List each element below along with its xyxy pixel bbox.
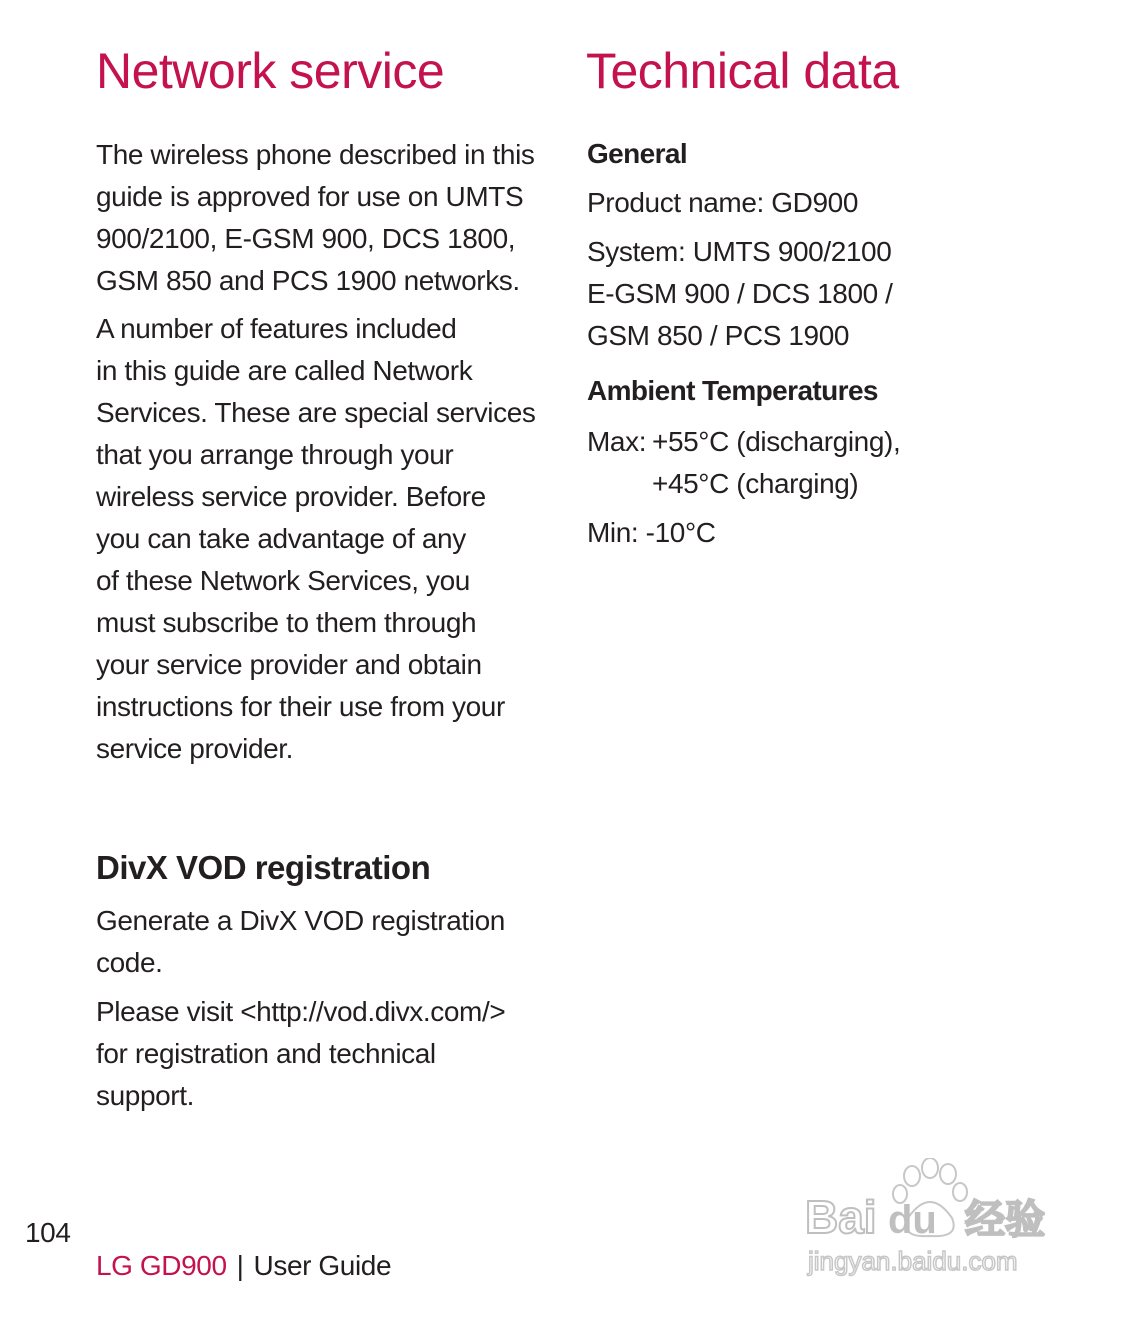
max-temperature-label: Max: [587, 426, 647, 457]
paw-toe-3 [940, 1164, 956, 1184]
max-temperature-charging: +45°C (charging) [652, 468, 859, 499]
general-heading: General [587, 138, 688, 169]
watermark-brand-text: Bai [805, 1191, 877, 1243]
max-temperature-discharging: +55°C (discharging), [652, 426, 901, 457]
paw-toe-1 [904, 1166, 920, 1186]
network-service-title: Network service [96, 43, 445, 99]
divx-vod-heading: DivX VOD registration [96, 849, 431, 886]
ambient-temperatures-heading: Ambient Temperatures [587, 375, 878, 406]
footer-user-guide: User Guide [253, 1250, 392, 1281]
divx-vod-paragraph-2: Please visit <http://vod.divx.com/> for registration and technical support. [96, 996, 506, 1111]
paw-toe-2 [922, 1158, 938, 1178]
baidu-jingyan-watermark [800, 1158, 1065, 1283]
footer-label [96, 1245, 391, 1287]
watermark-du-text: du [888, 1198, 937, 1242]
divx-vod-paragraph-1: Generate a DivX VOD registration code. [96, 905, 505, 978]
watermark-url-text: jingyan.baidu.com [808, 1246, 1018, 1276]
system-spec: System: UMTS 900/2100 E-GSM 900 / DCS 1800 / GSM 850 / PCS 1900 [587, 236, 893, 351]
min-temperature: Min: -10°C [587, 517, 716, 548]
footer-separator: | [236, 1250, 244, 1281]
watermark-cn-text: 经验 [965, 1197, 1045, 1243]
technical-data-title: Technical data [586, 43, 899, 99]
footer-model: LG GD900 [96, 1250, 227, 1281]
network-service-paragraph-1: The wireless phone described in this guide is approved for use on UMTS 900/2100, E-GSM 900, DCS 1800, GSM 850 and PCS 1900 networks. [96, 139, 535, 296]
page-number: 104 [25, 1217, 71, 1248]
product-name: Product name: GD900 [587, 187, 858, 218]
network-service-paragraph-2: A number of features included in this guide are called Network Services. These are special services that you arrange through your wireless service provider. Before you can take advantage of any of these Network Services, you must subscribe to them through your service provider and obtain instructions for their use from your service provider. [96, 313, 536, 764]
